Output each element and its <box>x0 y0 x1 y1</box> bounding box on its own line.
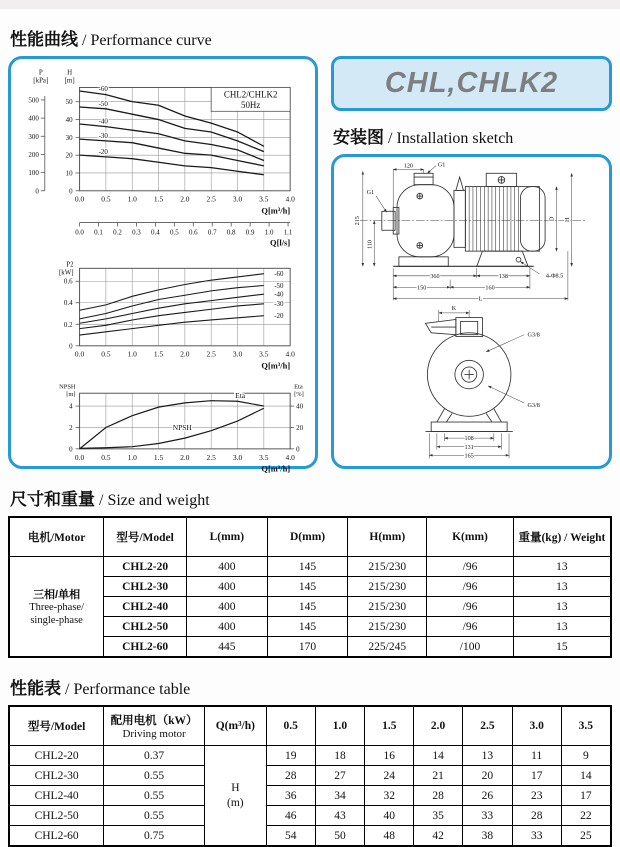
curve-label: -40 <box>274 290 284 299</box>
p2-curve--60 <box>80 274 264 311</box>
value-cell: 170 <box>267 637 348 658</box>
col-header-q-value: 1.5 <box>365 706 414 746</box>
head-value-cell: 23 <box>512 786 561 806</box>
x-tick-label: 3.5 <box>259 194 269 204</box>
dim-label: 131 <box>464 444 474 451</box>
x-tick-label: 2.0 <box>180 349 190 359</box>
value-cell: 13 <box>513 557 611 577</box>
chart-title: CHL2/CHLK2 <box>223 89 278 100</box>
h-axis-unit: [m] <box>64 76 75 85</box>
col-header-q-value: 0.5 <box>266 706 315 746</box>
curve-label: -20 <box>98 148 108 157</box>
col-header-q: Q(m³/h) <box>204 706 266 746</box>
head-value-cell: 35 <box>414 806 463 826</box>
p2-power-chart <box>14 258 314 376</box>
heading-en: / Performance table <box>65 681 191 698</box>
col-header-motor: 电机/Motor <box>9 517 104 557</box>
table-row <box>9 786 611 806</box>
head-value-cell: 38 <box>463 826 513 847</box>
col-header-q-value: 2.0 <box>414 706 463 746</box>
head-value-cell: 48 <box>365 826 414 847</box>
left-axis-unit: [m] <box>66 391 76 399</box>
head-value-cell: 9 <box>561 746 611 766</box>
value-cell: /96 <box>427 617 514 637</box>
col-header-model: 型号/Model <box>9 706 104 746</box>
head-value-cell: 34 <box>315 786 365 806</box>
col-header-l: L(mm) <box>186 517 267 557</box>
head-value-cell: 27 <box>315 766 365 786</box>
x-tick-label: 3.5 <box>259 349 269 359</box>
h-axis-title: H <box>67 68 73 77</box>
motor-group-cell <box>9 557 104 658</box>
x-tick-label: 1.5 <box>153 349 164 359</box>
p-tick-label: 100 <box>28 169 39 178</box>
model-cell: CHL2-40 <box>104 597 187 617</box>
pump-front-view <box>425 318 512 432</box>
chart-subtitle: 50Hz <box>240 99 261 110</box>
value-cell: /96 <box>427 577 514 597</box>
y-tick-label: 0.4 <box>63 299 73 308</box>
head-value-cell: 24 <box>365 766 414 786</box>
inlet-thread-label: G1 <box>366 190 374 197</box>
x2-tick-label: 1.0 <box>264 228 274 237</box>
installation-sketch-drawing <box>343 160 601 460</box>
model-cell: CHL2-50 <box>9 806 104 826</box>
curve-label: -30 <box>274 300 284 309</box>
dim-label: 138 <box>498 273 508 280</box>
x-tick-label: 2.5 <box>206 349 216 359</box>
port-thread-label: G1 <box>437 162 445 169</box>
y-tick-label: 0 <box>69 342 73 351</box>
y-axis-title: P2 <box>66 260 74 269</box>
heading-zh: 性能表 <box>10 679 61 698</box>
installation-sketch-panel <box>331 154 612 469</box>
x-tick-label: 0.0 <box>74 349 85 359</box>
right-axis-unit: [%] <box>294 391 304 399</box>
x-tick-label: 2.5 <box>206 452 216 462</box>
x2-tick-label: 0.9 <box>245 228 255 237</box>
curve-label: -50 <box>274 281 284 290</box>
model-cell: CHL2-30 <box>104 577 187 597</box>
table-row <box>9 766 611 786</box>
table-row <box>9 806 611 826</box>
y-axis-unit: [kW] <box>58 268 74 277</box>
kw-cell: 0.55 <box>104 806 205 826</box>
curve-label: -60 <box>274 269 284 278</box>
value-cell: 145 <box>267 577 348 597</box>
col-header-driving-motor <box>104 706 205 746</box>
x-tick-label: 1.5 <box>153 194 164 204</box>
model-cell: CHL2-20 <box>104 557 187 577</box>
value-cell: 145 <box>267 557 348 577</box>
head-value-cell: 11 <box>512 746 561 766</box>
head-value-cell: 14 <box>561 766 611 786</box>
h-tick-label: 40 <box>65 116 73 125</box>
value-cell: 215/230 <box>348 617 427 637</box>
value-cell: /96 <box>427 597 514 617</box>
motor-group-line: Three-phase/ <box>29 602 84 614</box>
col-header-k: K(mm) <box>427 517 514 557</box>
table-row <box>9 826 611 847</box>
value-cell: 13 <box>513 617 611 637</box>
heading-zh: 安装图 <box>333 128 384 147</box>
col-header-h: H(mm) <box>348 517 427 557</box>
perf-table-header <box>9 706 611 746</box>
col-header-q-value: 3.0 <box>512 706 561 746</box>
perf-table-body <box>9 746 611 847</box>
head-value-cell: 46 <box>266 806 315 826</box>
h-tick-label: 10 <box>65 169 73 178</box>
right-column <box>331 56 612 469</box>
p-tick-label: 0 <box>35 187 39 196</box>
right-tick-label: 0 <box>296 445 300 454</box>
motor-group-line: 三相/单相 <box>33 589 81 602</box>
dim-label: L <box>478 296 482 303</box>
col-header-q-value: 3.5 <box>561 706 611 746</box>
curve-label: -30 <box>98 132 108 141</box>
driving-motor-zh: 配用电机（kW） <box>110 715 198 727</box>
drain-thread-label: G3/8 <box>527 402 540 409</box>
p-tick-label: 200 <box>28 150 39 159</box>
col-header-q-value: 1.0 <box>315 706 365 746</box>
h-tick-label: 20 <box>65 151 73 160</box>
head-value-cell: 13 <box>463 746 513 766</box>
x2-tick-label: 1.1 <box>283 228 293 237</box>
two-column-area <box>8 56 612 474</box>
x2-tick-label: 0.4 <box>151 228 160 237</box>
x-tick-label: 0.5 <box>101 349 111 359</box>
curve-label: NPSH <box>172 422 192 432</box>
bolt-holes-label: 4-Φ8.5 <box>545 273 563 280</box>
head-value-cell: 16 <box>365 746 414 766</box>
size-table-body <box>9 557 611 658</box>
p2-curve--30 <box>80 304 264 329</box>
dim-label: H <box>564 217 571 223</box>
y-tick-label: 0.6 <box>63 277 73 286</box>
curve-label: -60 <box>98 84 108 93</box>
head-value-cell: 28 <box>414 786 463 806</box>
x-tick-label: 4.0 <box>285 194 295 204</box>
head-value-cell: 18 <box>315 746 365 766</box>
heading-en: / Performance curve <box>82 32 212 49</box>
kw-cell: 0.75 <box>104 826 205 847</box>
model-cell: CHL2-50 <box>104 617 187 637</box>
value-cell: 400 <box>186 557 267 577</box>
left-tick-label: 0 <box>69 445 73 454</box>
head-value-cell: 40 <box>365 806 414 826</box>
x-tick-label: 2.0 <box>180 452 190 462</box>
dim-label: K <box>451 306 456 312</box>
right-tick-label: 40 <box>296 402 304 411</box>
value-cell: 400 <box>186 597 267 617</box>
dim-label: D <box>549 216 556 222</box>
p-tick-label: 300 <box>28 132 39 141</box>
p-axis-title: P <box>38 68 43 77</box>
npsh-curve-NPSH <box>80 408 264 448</box>
p-tick-label: 500 <box>28 96 39 105</box>
head-value-cell: 17 <box>561 786 611 806</box>
head-value-cell: 54 <box>266 826 315 847</box>
heading-zh: 尺寸和重量 <box>10 490 95 509</box>
model-cell: CHL2-30 <box>9 766 104 786</box>
hq-curve--50 <box>80 107 264 152</box>
right-tick-label: 20 <box>296 423 304 432</box>
col-header-q-value: 2.5 <box>463 706 513 746</box>
value-cell: 145 <box>267 597 348 617</box>
x-tick-label: 3.0 <box>232 349 243 359</box>
x2-tick-label: 0.6 <box>188 228 198 237</box>
p-axis-unit: [kPa] <box>33 76 49 85</box>
head-unit-line: H <box>231 782 240 795</box>
x-tick-label: 3.5 <box>259 452 269 462</box>
x-tick-label: 0.0 <box>74 194 85 204</box>
x-axis-label: Q[m³/h] <box>261 205 291 216</box>
x-tick-label: 1.0 <box>127 452 137 462</box>
value-cell: 145 <box>267 617 348 637</box>
drain-thread-label: G3/8 <box>527 332 540 339</box>
performance-table <box>8 705 612 847</box>
value-cell: 13 <box>513 597 611 617</box>
section-heading-performance-curve <box>10 25 620 50</box>
x-tick-label: 2.0 <box>180 194 190 204</box>
dim-label: 160 <box>484 285 495 292</box>
x-tick-label: 1.5 <box>153 452 164 462</box>
curve-label: -50 <box>98 99 108 108</box>
x2-tick-label: 0.5 <box>169 228 179 237</box>
head-value-cell: 28 <box>512 806 561 826</box>
heading-en: / Size and weight <box>99 492 210 509</box>
dim-label: 110 <box>366 239 373 250</box>
left-tick-label: 4 <box>69 402 73 411</box>
model-cell: CHL2-20 <box>9 746 104 766</box>
head-value-cell: 26 <box>463 786 513 806</box>
value-cell: 15 <box>513 637 611 658</box>
value-cell: 215/230 <box>348 557 427 577</box>
size-weight-table <box>8 516 612 658</box>
heading-zh: 性能曲线 <box>10 30 78 49</box>
x-axis-label: Q[m³/h] <box>261 360 291 371</box>
driving-motor-en: Driving motor <box>122 728 186 740</box>
x-tick-label: 0.5 <box>101 194 111 204</box>
head-value-cell: 32 <box>365 786 414 806</box>
head-value-cell: 42 <box>414 826 463 847</box>
x-tick-label: 0.0 <box>74 452 85 462</box>
x2-tick-label: 0.7 <box>207 228 217 237</box>
head-value-cell: 21 <box>414 766 463 786</box>
size-table-header <box>9 517 611 557</box>
hq-curve--20 <box>80 155 264 175</box>
p-tick-label: 400 <box>28 114 39 123</box>
col-header-model: 型号/Model <box>104 517 187 557</box>
dim-label: 165 <box>464 453 474 460</box>
model-cell: CHL2-60 <box>9 826 104 847</box>
motor-group-line: single-phase <box>30 614 83 626</box>
dim-label: 108 <box>464 436 474 443</box>
head-value-cell: 20 <box>463 766 513 786</box>
head-unit-cell <box>204 746 266 847</box>
value-cell: 400 <box>186 577 267 597</box>
head-value-cell: 43 <box>315 806 365 826</box>
head-value-cell: 17 <box>512 766 561 786</box>
right-axis-title: Eta <box>294 383 303 391</box>
head-value-cell: 25 <box>561 826 611 847</box>
kw-cell: 0.55 <box>104 786 205 806</box>
head-unit-line: (m) <box>227 796 244 809</box>
section-heading-performance-table <box>10 674 620 699</box>
kw-cell: 0.55 <box>104 766 205 786</box>
x2-tick-label: 0.2 <box>113 228 122 237</box>
x2-tick-label: 0.3 <box>132 228 141 237</box>
heading-en: / Installation sketch <box>388 130 514 147</box>
col-header-d: D(mm) <box>267 517 348 557</box>
col-header-weight: 重量(kg) / Weight <box>513 517 611 557</box>
value-cell: 225/245 <box>348 637 427 658</box>
dim-label: 215 <box>354 216 361 226</box>
model-series-banner <box>331 56 612 111</box>
value-cell: /96 <box>427 557 514 577</box>
value-cell: 445 <box>186 637 267 658</box>
x-axis-label: Q[m³/h] <box>261 463 291 474</box>
table-row <box>9 746 611 766</box>
model-cell: CHL2-60 <box>104 637 187 658</box>
head-value-cell: 33 <box>463 806 513 826</box>
head-value-cell: 50 <box>315 826 365 847</box>
x-tick-label: 2.5 <box>206 194 216 204</box>
table-row <box>9 557 611 577</box>
x2-tick-label: 0.8 <box>226 228 236 237</box>
x-tick-label: 1.0 <box>127 349 137 359</box>
dim-label: 150 <box>416 285 426 292</box>
left-axis-title: NPSH <box>59 383 76 391</box>
x-tick-label: 0.5 <box>101 452 111 462</box>
page-top-strip <box>0 0 620 9</box>
curve-label: -20 <box>274 311 284 320</box>
model-cell: CHL2-40 <box>9 786 104 806</box>
x-tick-label: 4.0 <box>285 452 295 462</box>
npsh-curve-Eta <box>80 401 264 449</box>
x-tick-label: 1.0 <box>127 194 137 204</box>
dim-label: 360 <box>429 273 440 280</box>
curve-label: -40 <box>98 117 108 126</box>
left-tick-label: 2 <box>69 423 73 432</box>
h-tick-label: 50 <box>65 98 73 107</box>
head-value-cell: 33 <box>512 826 561 847</box>
dim-label: 120 <box>403 163 413 170</box>
npsh-eta-chart <box>14 381 314 476</box>
head-value-cell: 22 <box>561 806 611 826</box>
section-heading-size-weight <box>10 485 620 510</box>
h-tick-label: 30 <box>65 133 73 142</box>
head-value-cell: 28 <box>266 766 315 786</box>
x-tick-label: 3.0 <box>232 194 243 204</box>
curve-label: Eta <box>235 391 246 401</box>
x2-axis-label: Q[l/s] <box>270 237 291 248</box>
value-cell: 13 <box>513 577 611 597</box>
head-value-cell: 14 <box>414 746 463 766</box>
model-series-title: CHL,CHLK2 <box>384 67 559 99</box>
h-tick-label: 0 <box>69 187 73 196</box>
value-cell: /100 <box>427 637 514 658</box>
section-heading-installation <box>333 123 612 148</box>
p2-curve--40 <box>80 294 264 323</box>
kw-cell: 0.37 <box>104 746 205 766</box>
performance-curve-panel <box>8 56 318 474</box>
x-tick-label: 4.0 <box>285 349 295 359</box>
head-value-cell: 19 <box>266 746 315 766</box>
hq-flow-head-chart <box>14 63 314 253</box>
x2-tick-label: 0.0 <box>75 228 84 237</box>
y-tick-label: 0.2 <box>63 320 73 329</box>
x-tick-label: 3.0 <box>232 452 243 462</box>
x2-tick-label: 0.1 <box>94 228 103 237</box>
value-cell: 215/230 <box>348 597 427 617</box>
head-value-cell: 36 <box>266 786 315 806</box>
value-cell: 400 <box>186 617 267 637</box>
value-cell: 215/230 <box>348 577 427 597</box>
